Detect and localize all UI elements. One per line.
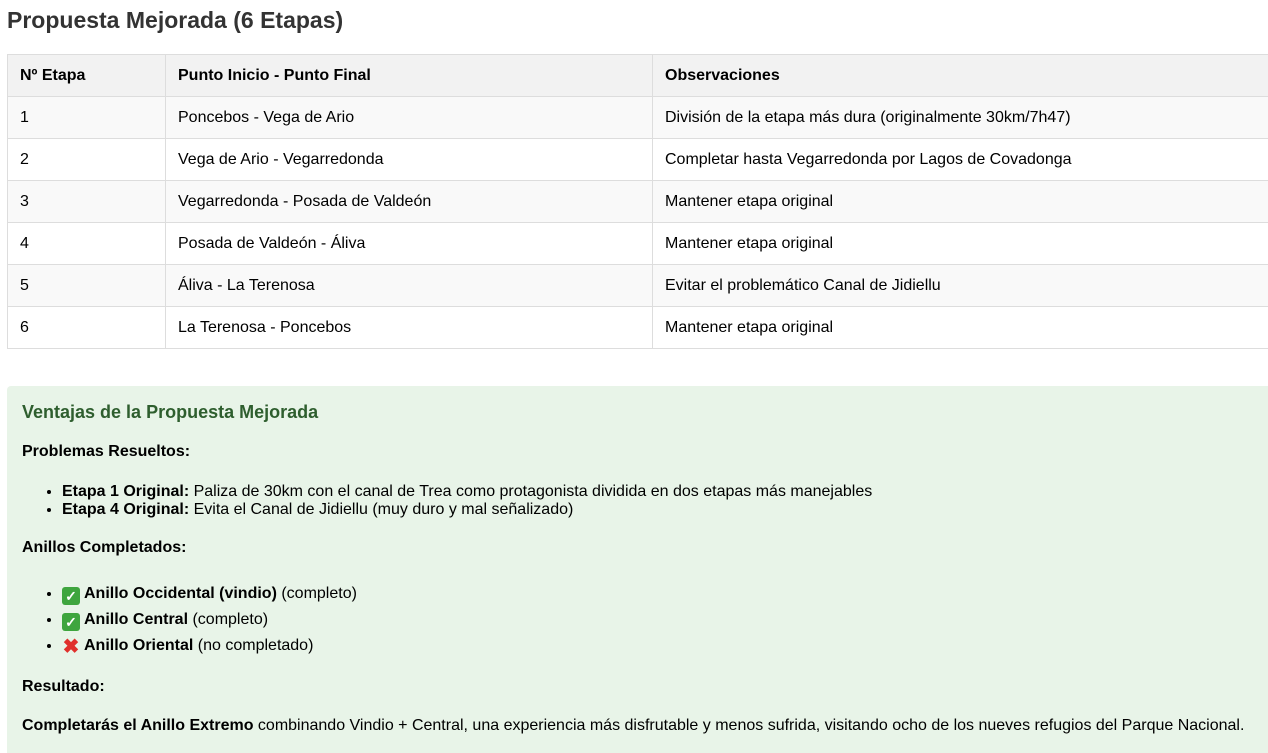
ring-status: (no completado): [193, 637, 314, 654]
problem-title: Etapa 1 Original:: [62, 483, 190, 500]
problem-text: Evita el Canal de Jidiellu (muy duro y mal señalizado): [189, 501, 574, 518]
cell-stage-number: 2: [8, 139, 166, 181]
ring-name: Anillo Occidental (vindio): [84, 585, 277, 602]
list-item: [62, 633, 357, 659]
problems-list: [22, 483, 872, 519]
cell-start-end: Vega de Ario - Vegarredonda: [166, 139, 653, 181]
list-item: [62, 483, 872, 501]
cell-start-end: Poncebos - Vega de Ario: [166, 97, 653, 139]
table-row: [8, 181, 1268, 223]
rings-label: Anillos Completados:: [22, 539, 187, 556]
column-header-start-end: Punto Inicio - Punto Final: [166, 55, 653, 97]
list-item: [62, 501, 872, 519]
list-item: [62, 581, 357, 607]
column-header-stage-number: Nº Etapa: [8, 55, 166, 97]
ring-status: (completo): [276, 585, 357, 602]
ring-status: (completo): [188, 611, 269, 628]
cell-observations: Mantener etapa original: [653, 181, 1268, 223]
table-row: [8, 223, 1268, 265]
table-row: [8, 265, 1268, 307]
cell-stage-number: 3: [8, 181, 166, 223]
cell-stage-number: 5: [8, 265, 166, 307]
ring-name: Anillo Central: [84, 611, 189, 628]
check-mark-icon: ✓: [62, 587, 80, 605]
stages-table: [7, 54, 1268, 349]
ring-name: Anillo Oriental: [84, 637, 194, 654]
cross-mark-icon: ✖: [62, 636, 80, 658]
cell-stage-number: 4: [8, 223, 166, 265]
cell-start-end: Posada de Valdeón - Áliva: [166, 223, 653, 265]
cell-start-end: Vegarredonda - Posada de Valdeón: [166, 181, 653, 223]
problem-text: Paliza de 30km con el canal de Trea como protagonista dividida en dos etapas más manejables: [189, 483, 873, 500]
cell-observations: Completar hasta Vegarredonda por Lagos de Covadonga: [653, 139, 1268, 181]
table-row: [8, 307, 1268, 349]
table-header-row: [8, 55, 1268, 97]
result-label: Resultado:: [22, 678, 105, 695]
cell-start-end: Áliva - La Terenosa: [166, 265, 653, 307]
check-mark-icon: ✓: [62, 613, 80, 631]
cell-observations: Evitar el problemático Canal de Jidiellu: [653, 265, 1268, 307]
table-row: [8, 97, 1268, 139]
column-header-observations: Observaciones: [653, 55, 1268, 97]
rings-list: [22, 581, 357, 659]
list-item: [62, 607, 357, 633]
advantages-panel: [7, 386, 1268, 753]
advantages-heading: Ventajas de la Propuesta Mejorada: [22, 402, 319, 422]
page-title: Propuesta Mejorada (6 Etapas): [7, 7, 344, 33]
table-row: [8, 139, 1268, 181]
problems-label: Problemas Resueltos:: [22, 443, 191, 460]
problem-title: Etapa 4 Original:: [62, 501, 190, 518]
result-bold: Completarás el Anillo Extremo: [22, 717, 254, 734]
cell-observations: Mantener etapa original: [653, 307, 1268, 349]
cell-observations: Mantener etapa original: [653, 223, 1268, 265]
cell-stage-number: 6: [8, 307, 166, 349]
result-description: combinando Vindio + Central, una experiencia más disfrutable y menos sufrida, visitando ocho de los nueves refugios del Parque Nacional.: [253, 717, 1245, 734]
result-text: [22, 716, 1244, 736]
cell-stage-number: 1: [8, 97, 166, 139]
cell-start-end: La Terenosa - Poncebos: [166, 307, 653, 349]
cell-observations: División de la etapa más dura (originalmente 30km/7h47): [653, 97, 1268, 139]
